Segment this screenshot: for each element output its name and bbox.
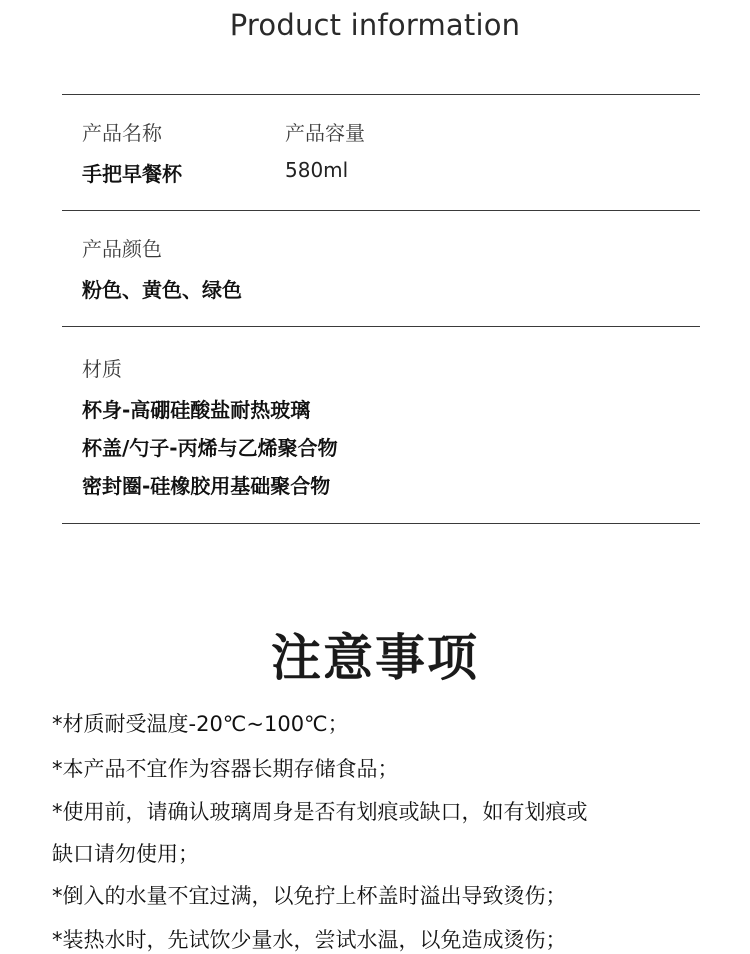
- divider: [62, 523, 700, 524]
- product-capacity-value: 580ml: [285, 158, 349, 182]
- material-item-seal: 密封圈-硅橡胶用基础聚合物: [82, 474, 331, 498]
- notice-heading: 注意事项: [271, 629, 479, 687]
- product-name-value: 手把早餐杯: [82, 162, 182, 186]
- notice-line: *材质耐受温度-20℃~100℃；: [52, 712, 349, 736]
- product-name-label: 产品名称: [82, 121, 162, 145]
- product-color-value: 粉色、黄色、绿色: [82, 278, 242, 302]
- notice-line: *使用前，请确认玻璃周身是否有划痕或缺口，如有划痕或: [52, 800, 588, 824]
- notice-line: *装热水时，先试饮少量水，尝试水温，以免造成烫伤；: [52, 928, 567, 952]
- material-item-body: 杯身-高硼硅酸盐耐热玻璃: [82, 398, 311, 422]
- divider: [62, 94, 700, 95]
- product-capacity-label: 产品容量: [285, 121, 365, 145]
- divider: [62, 210, 700, 211]
- material-item-lid: 杯盖/勺子-丙烯与乙烯聚合物: [82, 436, 338, 460]
- product-color-label: 产品颜色: [82, 237, 162, 261]
- divider: [62, 326, 700, 327]
- notice-line: 缺口请勿使用；: [52, 842, 199, 866]
- notice-line: *本产品不宜作为容器长期存储食品；: [52, 757, 399, 781]
- notice-line: *倒入的水量不宜过满，以免拧上杯盖时溢出导致烫伤；: [52, 884, 567, 908]
- page-title: Product information: [229, 8, 521, 42]
- material-label: 材质: [82, 357, 122, 381]
